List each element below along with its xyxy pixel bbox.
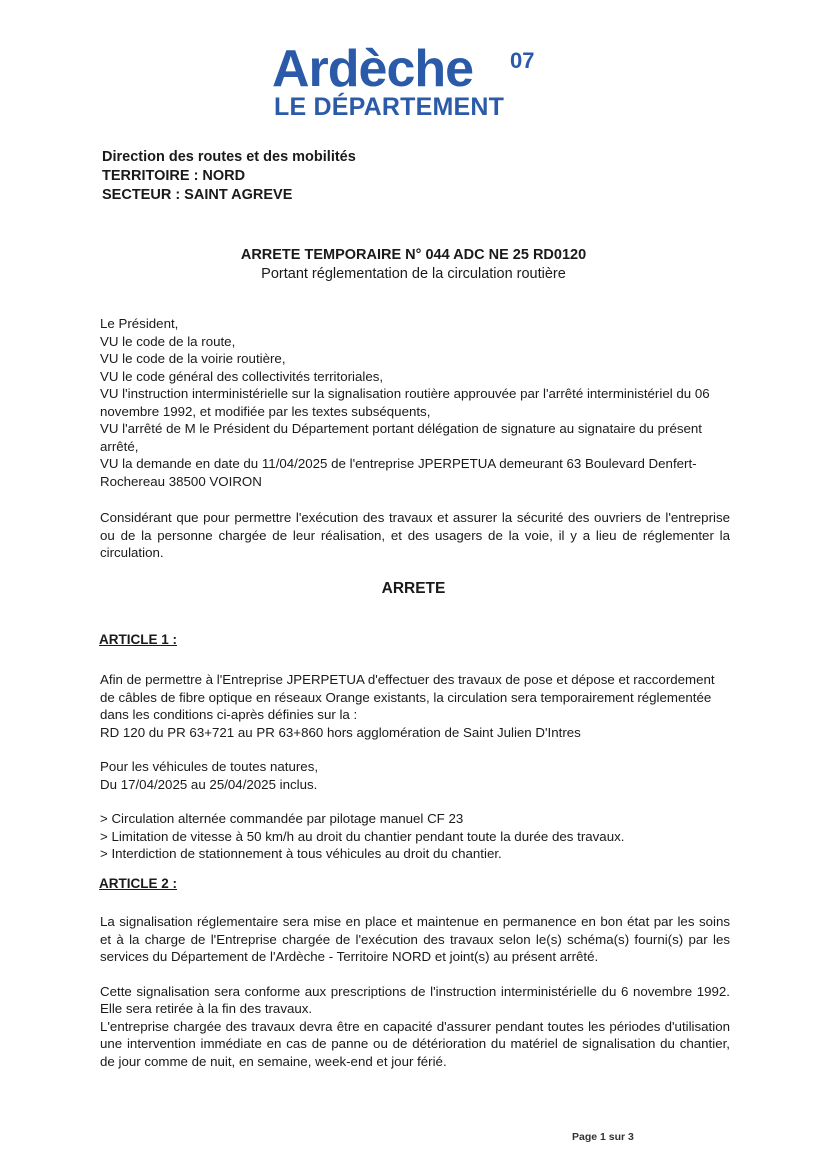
document-title	[0, 246, 827, 284]
preamble-line: VU le code de la voirie routière,	[100, 351, 286, 366]
preamble-line: Le Président,	[100, 316, 179, 331]
article-1-title: ARTICLE 1 :	[99, 632, 178, 647]
article-1-body	[100, 671, 730, 863]
article-1-location: RD 120 du PR 63+721 au PR 63+860 hors agglomération de Saint Julien D'Intres	[100, 724, 581, 740]
considerant-paragraph: Considérant que pour permettre l'exécution des travaux et assurer la sécurité des ouvriers de l'entreprise ou de la personne chargée de leur réalisation, et des usagers de la voie, il y a lieu de réglementer la circulation.	[100, 510, 730, 560]
secteur-line: SECTEUR : SAINT AGREVE	[102, 187, 293, 203]
preamble-line: VU l'instruction interministérielle sur la signalisation routière approuvée par l'arrêté interministériel du 06 novembre 1992, et modifiée par les textes subséquents,	[100, 386, 710, 419]
service-header	[102, 148, 356, 205]
preamble-line: VU l'arrêté de M le Président du Département portant délégation de signature au signataire du présent arrêté,	[100, 421, 703, 454]
article-1-intro: Afin de permettre à l'Entreprise JPERPETUA d'effectuer des travaux de pose et dépose et raccordement de câbles de fibre optique en réseaux Orange existants, la circulation sera temporairement réglementée dans les conditions ci-après définies sur la :	[100, 672, 715, 722]
logo-name: Ardèche	[272, 40, 474, 98]
preamble-line: VU le code de la route,	[100, 333, 236, 349]
direction-line: Direction des routes et des mobilités	[102, 149, 356, 165]
article-1-measure: > Circulation alternée commandée par pilotage manuel CF 23	[100, 811, 464, 826]
arrete-number: ARRETE TEMPORAIRE N° 044 ADC NE 25 RD0120	[240, 247, 587, 263]
article-1-measure: > Limitation de vitesse à 50 km/h au droit du chantier pendant toute la durée des travaux.	[100, 828, 625, 844]
article-2-body	[100, 913, 730, 1070]
svg-text:07: 07	[510, 48, 535, 73]
article-1-dates: Du 17/04/2025 au 25/04/2025 inclus.	[100, 776, 318, 792]
article-2-paragraph-1: La signalisation réglementaire sera mise en place et maintenue en permanence en bon état par les soins et à la charge de l'Entreprise chargée de l'exécution des travaux selon le(s) schéma(s) fourni(s) par les services du Département de l'Ardèche - Territoire NORD et joint(s) au présent arrêté.	[100, 914, 730, 964]
arrete-subject: Portant réglementation de la circulation routière	[261, 266, 566, 282]
preamble	[100, 315, 730, 490]
article-2-paragraph-3: L'entreprise chargée des travaux devra être en capacité d'assurer pendant toutes les périodes d'utilisation une intervention immédiate en cas de panne ou de détérioration du matériel de signalisation du chantier, de jour comme de nuit, en semaine, week-end et jour férié.	[100, 1018, 730, 1069]
article-2-title: ARTICLE 2 :	[99, 876, 178, 891]
territoire-line: TERRITOIRE : NORD	[102, 168, 246, 184]
article-2-paragraph-2: Cette signalisation sera conforme aux prescriptions de l'instruction interministérielle du 6 novembre 1992. Elle sera retirée à la fin des travaux.	[100, 983, 730, 1016]
department-logo	[272, 40, 552, 121]
preamble-line: VU la demande en date du 11/04/2025 de l'entreprise JPERPETUA demeurant 63 Boulevard Denfert-Rochereau 38500 VOIRON	[100, 456, 697, 489]
preamble-line: VU le code général des collectivités territoriales,	[100, 368, 384, 384]
article-1-measure: > Interdiction de stationnement à tous véhicules au droit du chantier.	[100, 846, 502, 861]
arrete-heading: ARRETE	[381, 580, 446, 597]
logo-subtitle: LE DÉPARTEMENT	[274, 93, 505, 121]
page-number: Page 1 sur 3	[572, 1131, 634, 1143]
article-1-vehicles: Pour les véhicules de toutes natures,	[100, 759, 319, 774]
logo-07-emblem	[508, 46, 550, 76]
